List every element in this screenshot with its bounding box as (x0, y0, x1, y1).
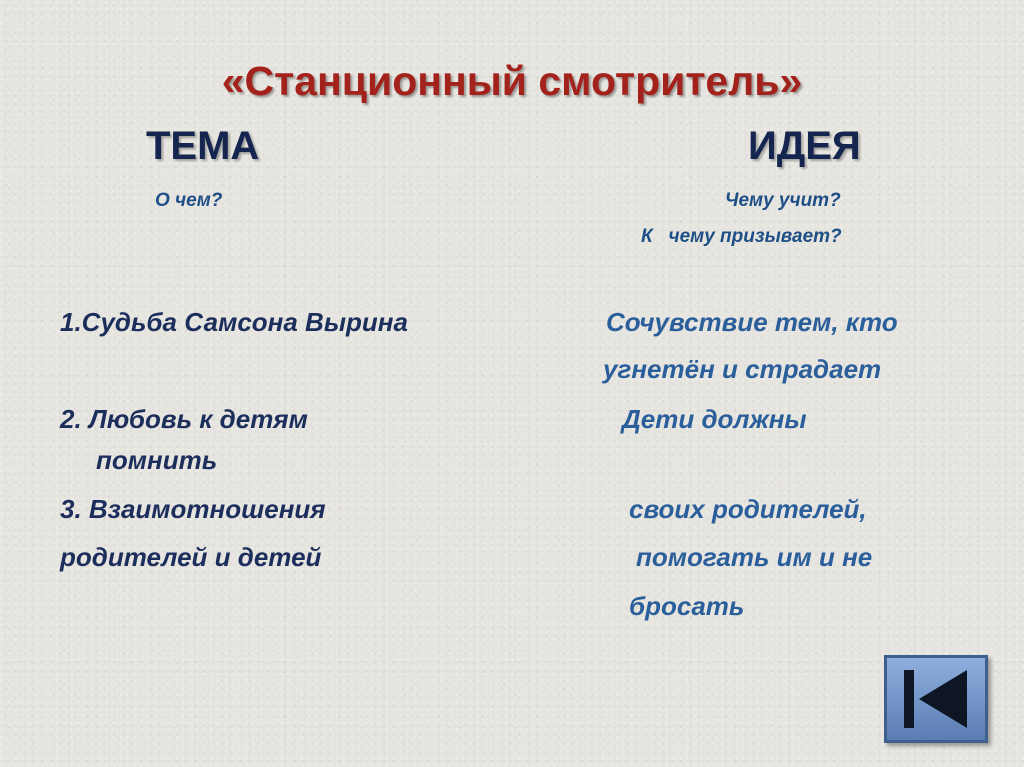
idea-line: угнетён и страдает (603, 354, 882, 384)
idea-line: помогать им и не (636, 542, 873, 572)
slide-title: «Станционный смотритель» (221, 58, 803, 104)
theme-line: родителей и детей (60, 542, 322, 572)
idea-line: бросать (629, 591, 745, 621)
theme-line: 3. Взаимотношения (60, 494, 326, 524)
idea-heading: ИДЕЯ (748, 124, 861, 168)
back-button[interactable] (884, 655, 988, 743)
idea-line: Сочувствие тем, кто (606, 307, 898, 337)
theme-line: 1.Судьба Самсона Вырина (60, 307, 408, 337)
idea-question-2: К чему призывает? (641, 226, 842, 247)
idea-line: Дети должны (622, 404, 807, 434)
theme-line: 2. Любовь к детям (60, 404, 308, 434)
theme-line: помнить (96, 445, 218, 475)
theme-heading: ТЕМА (146, 124, 260, 168)
skip-back-icon (887, 658, 985, 740)
idea-question-1: Чему учит? (725, 190, 841, 211)
idea-line: своих родителей, (629, 494, 867, 524)
theme-question: О чем? (155, 190, 223, 211)
